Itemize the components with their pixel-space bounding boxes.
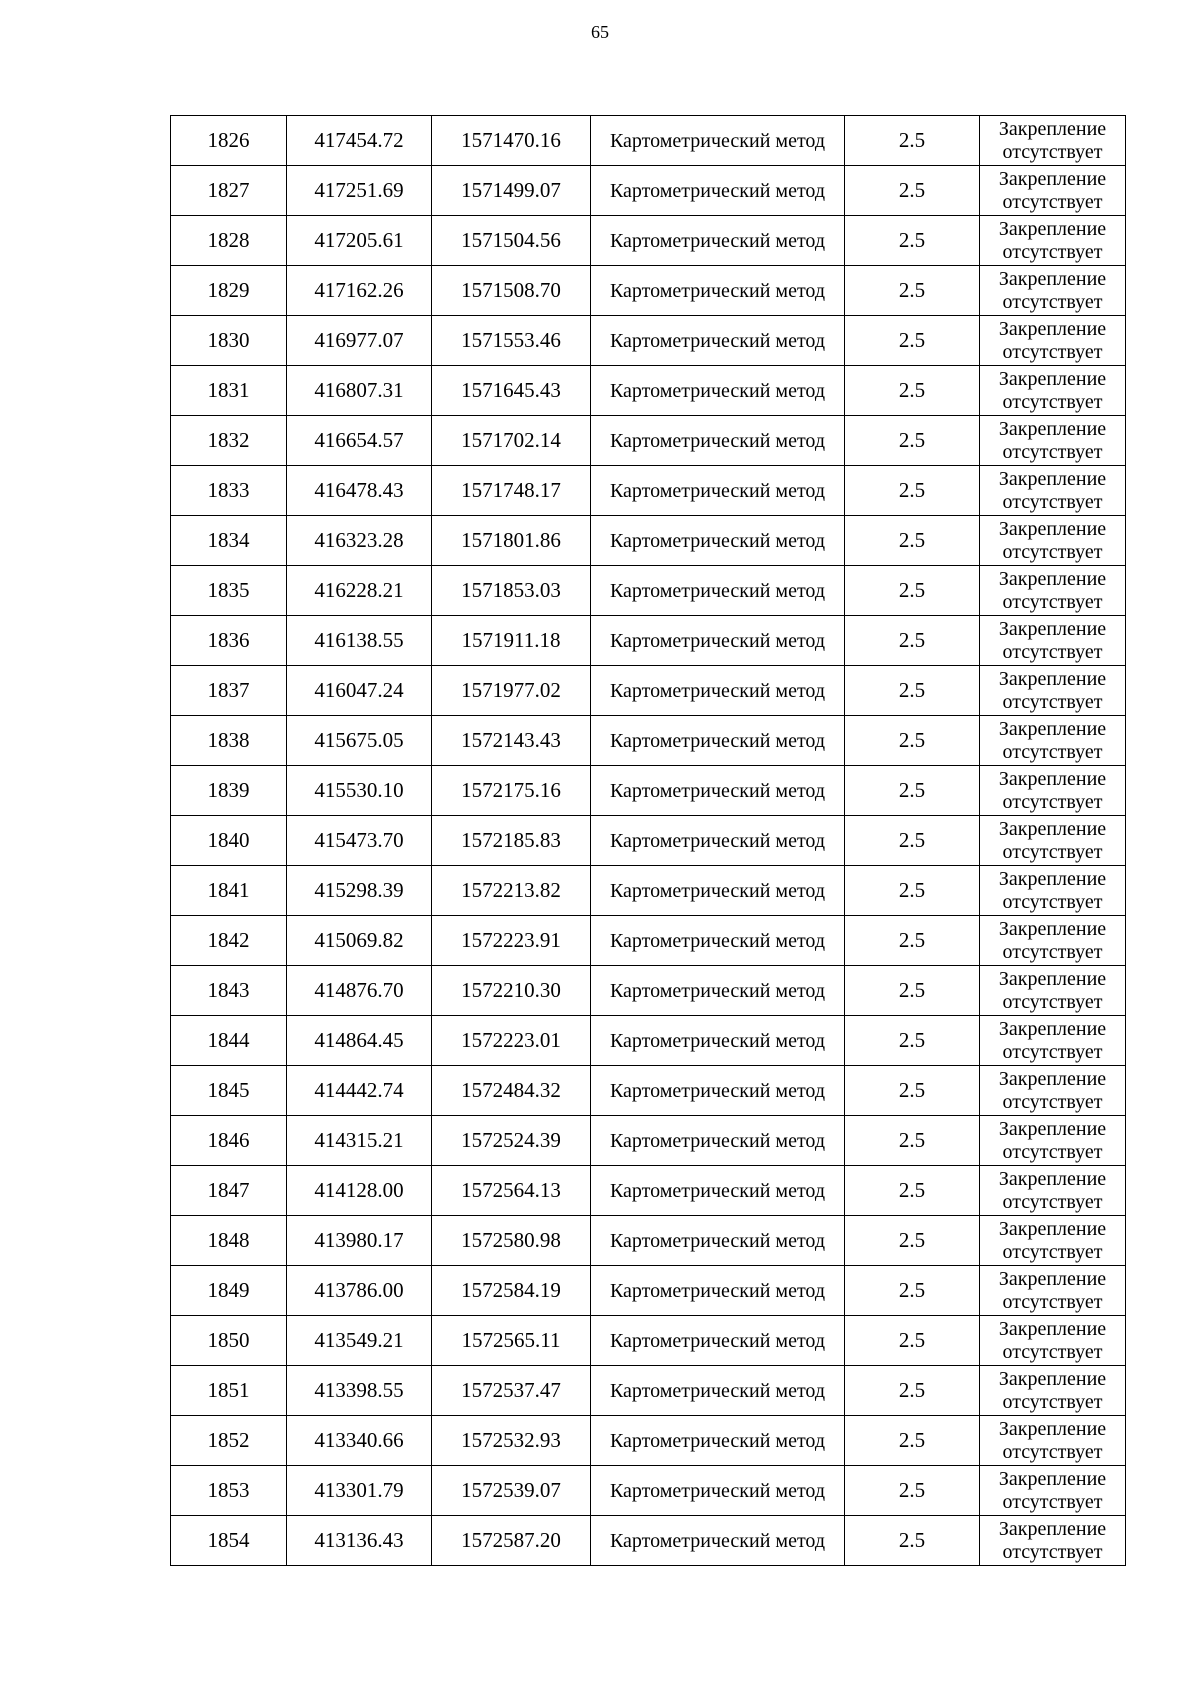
accuracy-cell: 2.5 <box>845 216 980 266</box>
fixing-cell: Закрепление отсутствует <box>980 766 1126 816</box>
table-row <box>171 466 1126 516</box>
point-number-cell: 1826 <box>171 116 287 166</box>
table-row <box>171 1266 1126 1316</box>
x-coordinate-cell: 413549.21 <box>287 1316 432 1366</box>
accuracy-cell: 2.5 <box>845 116 980 166</box>
method-cell: Картометрический метод <box>591 366 845 416</box>
method-cell: Картометрический метод <box>591 866 845 916</box>
x-coordinate-cell: 415530.10 <box>287 766 432 816</box>
x-coordinate-cell: 413398.55 <box>287 1366 432 1416</box>
point-number-cell: 1853 <box>171 1466 287 1516</box>
accuracy-cell: 2.5 <box>845 1416 980 1466</box>
fixing-cell: Закрепление отсутствует <box>980 916 1126 966</box>
x-coordinate-cell: 416807.31 <box>287 366 432 416</box>
method-cell: Картометрический метод <box>591 1366 845 1416</box>
accuracy-cell: 2.5 <box>845 1166 980 1216</box>
method-cell: Картометрический метод <box>591 666 845 716</box>
x-coordinate-cell: 417205.61 <box>287 216 432 266</box>
method-cell: Картометрический метод <box>591 1466 845 1516</box>
table-row <box>171 916 1126 966</box>
accuracy-cell: 2.5 <box>845 1266 980 1316</box>
x-coordinate-cell: 413786.00 <box>287 1266 432 1316</box>
method-cell: Картометрический метод <box>591 966 845 1016</box>
accuracy-cell: 2.5 <box>845 1116 980 1166</box>
accuracy-cell: 2.5 <box>845 1466 980 1516</box>
fixing-cell: Закрепление отсутствует <box>980 1366 1126 1416</box>
table-row <box>171 416 1126 466</box>
fixing-cell: Закрепление отсутствует <box>980 866 1126 916</box>
x-coordinate-cell: 417454.72 <box>287 116 432 166</box>
accuracy-cell: 2.5 <box>845 616 980 666</box>
x-coordinate-cell: 414876.70 <box>287 966 432 1016</box>
accuracy-cell: 2.5 <box>845 1016 980 1066</box>
accuracy-cell: 2.5 <box>845 966 980 1016</box>
y-coordinate-cell: 1571499.07 <box>432 166 591 216</box>
fixing-cell: Закрепление отсутствует <box>980 216 1126 266</box>
accuracy-cell: 2.5 <box>845 1216 980 1266</box>
method-cell: Картометрический метод <box>591 616 845 666</box>
x-coordinate-cell: 414315.21 <box>287 1116 432 1166</box>
accuracy-cell: 2.5 <box>845 366 980 416</box>
method-cell: Картометрический метод <box>591 166 845 216</box>
table-row <box>171 166 1126 216</box>
table-row <box>171 1166 1126 1216</box>
y-coordinate-cell: 1572532.93 <box>432 1416 591 1466</box>
x-coordinate-cell: 415675.05 <box>287 716 432 766</box>
method-cell: Картометрический метод <box>591 316 845 366</box>
coordinates-table-body <box>171 116 1126 1566</box>
fixing-cell: Закрепление отсутствует <box>980 566 1126 616</box>
x-coordinate-cell: 417251.69 <box>287 166 432 216</box>
point-number-cell: 1832 <box>171 416 287 466</box>
fixing-cell: Закрепление отсутствует <box>980 1166 1126 1216</box>
point-number-cell: 1828 <box>171 216 287 266</box>
accuracy-cell: 2.5 <box>845 1316 980 1366</box>
point-number-cell: 1829 <box>171 266 287 316</box>
table-row <box>171 516 1126 566</box>
table-row <box>171 716 1126 766</box>
method-cell: Картометрический метод <box>591 516 845 566</box>
table-row <box>171 1466 1126 1516</box>
fixing-cell: Закрепление отсутствует <box>980 366 1126 416</box>
y-coordinate-cell: 1571853.03 <box>432 566 591 616</box>
y-coordinate-cell: 1572175.16 <box>432 766 591 816</box>
method-cell: Картометрический метод <box>591 1016 845 1066</box>
accuracy-cell: 2.5 <box>845 866 980 916</box>
table-row <box>171 966 1126 1016</box>
fixing-cell: Закрепление отсутствует <box>980 816 1126 866</box>
table-row <box>171 816 1126 866</box>
table-row <box>171 366 1126 416</box>
table-row <box>171 116 1126 166</box>
method-cell: Картометрический метод <box>591 766 845 816</box>
x-coordinate-cell: 415473.70 <box>287 816 432 866</box>
method-cell: Картометрический метод <box>591 1516 845 1566</box>
coordinates-table <box>170 115 1126 1566</box>
x-coordinate-cell: 416323.28 <box>287 516 432 566</box>
accuracy-cell: 2.5 <box>845 516 980 566</box>
method-cell: Картометрический метод <box>591 566 845 616</box>
accuracy-cell: 2.5 <box>845 816 980 866</box>
method-cell: Картометрический метод <box>591 116 845 166</box>
method-cell: Картометрический метод <box>591 416 845 466</box>
method-cell: Картометрический метод <box>591 1316 845 1366</box>
table-row <box>171 866 1126 916</box>
point-number-cell: 1843 <box>171 966 287 1016</box>
y-coordinate-cell: 1571504.56 <box>432 216 591 266</box>
point-number-cell: 1830 <box>171 316 287 366</box>
point-number-cell: 1827 <box>171 166 287 216</box>
fixing-cell: Закрепление отсутствует <box>980 616 1126 666</box>
point-number-cell: 1831 <box>171 366 287 416</box>
accuracy-cell: 2.5 <box>845 316 980 366</box>
method-cell: Картометрический метод <box>591 1266 845 1316</box>
fixing-cell: Закрепление отсутствует <box>980 116 1126 166</box>
x-coordinate-cell: 414864.45 <box>287 1016 432 1066</box>
accuracy-cell: 2.5 <box>845 766 980 816</box>
y-coordinate-cell: 1571553.46 <box>432 316 591 366</box>
accuracy-cell: 2.5 <box>845 566 980 616</box>
x-coordinate-cell: 416654.57 <box>287 416 432 466</box>
fixing-cell: Закрепление отсутствует <box>980 966 1126 1016</box>
fixing-cell: Закрепление отсутствует <box>980 416 1126 466</box>
x-coordinate-cell: 413301.79 <box>287 1466 432 1516</box>
accuracy-cell: 2.5 <box>845 716 980 766</box>
y-coordinate-cell: 1572564.13 <box>432 1166 591 1216</box>
method-cell: Картометрический метод <box>591 1166 845 1216</box>
x-coordinate-cell: 416138.55 <box>287 616 432 666</box>
point-number-cell: 1850 <box>171 1316 287 1366</box>
y-coordinate-cell: 1571645.43 <box>432 366 591 416</box>
x-coordinate-cell: 417162.26 <box>287 266 432 316</box>
point-number-cell: 1848 <box>171 1216 287 1266</box>
point-number-cell: 1844 <box>171 1016 287 1066</box>
accuracy-cell: 2.5 <box>845 416 980 466</box>
point-number-cell: 1833 <box>171 466 287 516</box>
method-cell: Картометрический метод <box>591 266 845 316</box>
fixing-cell: Закрепление отсутствует <box>980 1416 1126 1466</box>
method-cell: Картометрический метод <box>591 1416 845 1466</box>
x-coordinate-cell: 414442.74 <box>287 1066 432 1116</box>
point-number-cell: 1854 <box>171 1516 287 1566</box>
fixing-cell: Закрепление отсутствует <box>980 1516 1126 1566</box>
point-number-cell: 1845 <box>171 1066 287 1116</box>
point-number-cell: 1842 <box>171 916 287 966</box>
x-coordinate-cell: 416047.24 <box>287 666 432 716</box>
table-row <box>171 1316 1126 1366</box>
table-row <box>171 616 1126 666</box>
x-coordinate-cell: 413136.43 <box>287 1516 432 1566</box>
table-row <box>171 316 1126 366</box>
x-coordinate-cell: 416977.07 <box>287 316 432 366</box>
accuracy-cell: 2.5 <box>845 166 980 216</box>
y-coordinate-cell: 1572223.91 <box>432 916 591 966</box>
method-cell: Картометрический метод <box>591 1116 845 1166</box>
accuracy-cell: 2.5 <box>845 1366 980 1416</box>
y-coordinate-cell: 1572584.19 <box>432 1266 591 1316</box>
y-coordinate-cell: 1572524.39 <box>432 1116 591 1166</box>
method-cell: Картометрический метод <box>591 816 845 866</box>
fixing-cell: Закрепление отсутствует <box>980 716 1126 766</box>
point-number-cell: 1835 <box>171 566 287 616</box>
point-number-cell: 1834 <box>171 516 287 566</box>
table-row <box>171 566 1126 616</box>
y-coordinate-cell: 1571977.02 <box>432 666 591 716</box>
table-row <box>171 1416 1126 1466</box>
method-cell: Картометрический метод <box>591 1216 845 1266</box>
fixing-cell: Закрепление отсутствует <box>980 266 1126 316</box>
y-coordinate-cell: 1571470.16 <box>432 116 591 166</box>
fixing-cell: Закрепление отсутствует <box>980 1116 1126 1166</box>
y-coordinate-cell: 1572587.20 <box>432 1516 591 1566</box>
table-row <box>171 1016 1126 1066</box>
table-row <box>171 666 1126 716</box>
y-coordinate-cell: 1571801.86 <box>432 516 591 566</box>
x-coordinate-cell: 415069.82 <box>287 916 432 966</box>
fixing-cell: Закрепление отсутствует <box>980 1316 1126 1366</box>
table-row <box>171 1516 1126 1566</box>
table-row <box>171 1116 1126 1166</box>
fixing-cell: Закрепление отсутствует <box>980 1266 1126 1316</box>
y-coordinate-cell: 1572537.47 <box>432 1366 591 1416</box>
fixing-cell: Закрепление отсутствует <box>980 1066 1126 1116</box>
table-row <box>171 1366 1126 1416</box>
method-cell: Картометрический метод <box>591 716 845 766</box>
y-coordinate-cell: 1572185.83 <box>432 816 591 866</box>
point-number-cell: 1838 <box>171 716 287 766</box>
table-row <box>171 766 1126 816</box>
point-number-cell: 1851 <box>171 1366 287 1416</box>
method-cell: Картометрический метод <box>591 466 845 516</box>
x-coordinate-cell: 416228.21 <box>287 566 432 616</box>
x-coordinate-cell: 415298.39 <box>287 866 432 916</box>
accuracy-cell: 2.5 <box>845 916 980 966</box>
method-cell: Картометрический метод <box>591 216 845 266</box>
point-number-cell: 1847 <box>171 1166 287 1216</box>
y-coordinate-cell: 1572580.98 <box>432 1216 591 1266</box>
x-coordinate-cell: 413340.66 <box>287 1416 432 1466</box>
x-coordinate-cell: 413980.17 <box>287 1216 432 1266</box>
fixing-cell: Закрепление отсутствует <box>980 516 1126 566</box>
y-coordinate-cell: 1571748.17 <box>432 466 591 516</box>
accuracy-cell: 2.5 <box>845 466 980 516</box>
table-row <box>171 266 1126 316</box>
table-row <box>171 1216 1126 1266</box>
y-coordinate-cell: 1572565.11 <box>432 1316 591 1366</box>
y-coordinate-cell: 1571508.70 <box>432 266 591 316</box>
method-cell: Картометрический метод <box>591 1066 845 1116</box>
point-number-cell: 1837 <box>171 666 287 716</box>
point-number-cell: 1846 <box>171 1116 287 1166</box>
accuracy-cell: 2.5 <box>845 1516 980 1566</box>
x-coordinate-cell: 414128.00 <box>287 1166 432 1216</box>
fixing-cell: Закрепление отсутствует <box>980 666 1126 716</box>
point-number-cell: 1840 <box>171 816 287 866</box>
fixing-cell: Закрепление отсутствует <box>980 1466 1126 1516</box>
point-number-cell: 1841 <box>171 866 287 916</box>
y-coordinate-cell: 1572143.43 <box>432 716 591 766</box>
table-row <box>171 1066 1126 1116</box>
y-coordinate-cell: 1572210.30 <box>432 966 591 1016</box>
accuracy-cell: 2.5 <box>845 266 980 316</box>
y-coordinate-cell: 1572213.82 <box>432 866 591 916</box>
y-coordinate-cell: 1572223.01 <box>432 1016 591 1066</box>
y-coordinate-cell: 1571702.14 <box>432 416 591 466</box>
fixing-cell: Закрепление отсутствует <box>980 1016 1126 1066</box>
point-number-cell: 1849 <box>171 1266 287 1316</box>
x-coordinate-cell: 416478.43 <box>287 466 432 516</box>
accuracy-cell: 2.5 <box>845 666 980 716</box>
fixing-cell: Закрепление отсутствует <box>980 166 1126 216</box>
point-number-cell: 1836 <box>171 616 287 666</box>
point-number-cell: 1839 <box>171 766 287 816</box>
table-row <box>171 216 1126 266</box>
accuracy-cell: 2.5 <box>845 1066 980 1116</box>
fixing-cell: Закрепление отсутствует <box>980 466 1126 516</box>
page-number: 65 <box>591 22 609 42</box>
y-coordinate-cell: 1571911.18 <box>432 616 591 666</box>
fixing-cell: Закрепление отсутствует <box>980 1216 1126 1266</box>
method-cell: Картометрический метод <box>591 916 845 966</box>
point-number-cell: 1852 <box>171 1416 287 1466</box>
fixing-cell: Закрепление отсутствует <box>980 316 1126 366</box>
y-coordinate-cell: 1572539.07 <box>432 1466 591 1516</box>
y-coordinate-cell: 1572484.32 <box>432 1066 591 1116</box>
